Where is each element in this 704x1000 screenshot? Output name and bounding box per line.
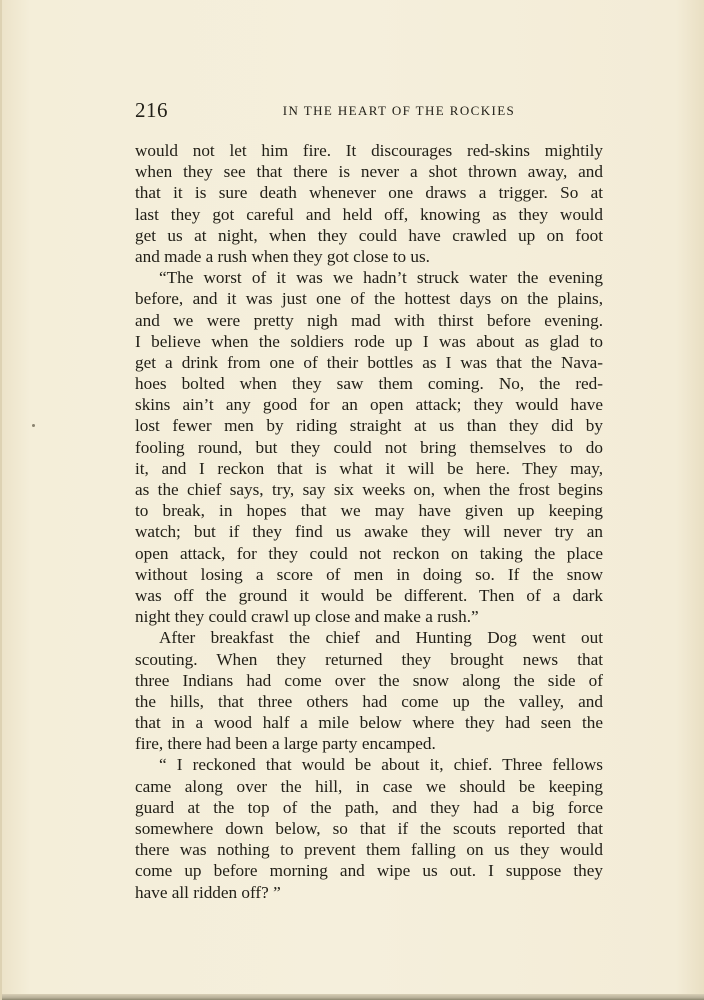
page-header — [135, 98, 603, 124]
text-line: it, and I reckon that is what it will be here. They may, — [135, 458, 603, 478]
text-line: hoes bolted when they saw them coming. No, the red- — [135, 374, 603, 394]
text-line: that it is sure death whenever one draws a trigger. So at — [135, 183, 603, 203]
text-line: open attack, for they could not reckon on taking the place — [135, 543, 603, 563]
text-line: came along over the hill, in case we should be keeping — [135, 776, 603, 796]
text-line: skins ain’t any good for an open attack; they would have — [135, 395, 603, 415]
text-line: I believe when the soldiers rode up I was about as glad to — [135, 331, 603, 351]
text-line: “ I reckoned that would be about it, chief. Three fellows — [159, 755, 603, 775]
text-line: lost fewer men by riding straight at us than they did by — [135, 416, 603, 436]
text-line: somewhere down below, so that if the scouts reported that — [135, 819, 603, 838]
text-line: fire, there had been a large party encamped. — [135, 734, 436, 754]
text-line: three Indians had come over the snow along the side of — [135, 670, 603, 690]
text-line: watch; but if they find us awake they will never try an — [135, 522, 603, 542]
text-line: without losing a score of men in doing so. If the snow — [135, 564, 603, 584]
page-number: 216 — [135, 98, 168, 122]
text-line: as the chief says, try, say six weeks on, when the frost begins — [135, 480, 603, 499]
text-line: get a drink from one of their bottles as I was that the Nava- — [135, 352, 603, 372]
text-line: come up before morning and wipe us out. I suppose they — [135, 861, 603, 881]
text-line: After breakfast the chief and Hunting Dog went out — [159, 628, 603, 648]
text-line: guard at the top of the path, and they had a big force — [135, 797, 603, 817]
body-text — [135, 140, 603, 903]
text-line: night they could crawl up close and make a rush.” — [135, 607, 479, 627]
text-line: scouting. When they returned they brought news that — [135, 649, 603, 669]
page-bottom-edge — [2, 994, 704, 1000]
text-line: “The worst of it was we hadn’t struck water the evening — [159, 268, 603, 288]
text-line: the hills, that three others had come up the valley, and — [135, 691, 603, 711]
text-line: when they see that there is never a shot thrown away, and — [135, 162, 603, 182]
paper-speck — [32, 424, 35, 427]
text-line: and we were pretty nigh mad with thirst before evening. — [135, 310, 603, 330]
text-line: that in a wood half a mile below where they had seen the — [135, 713, 603, 733]
text-line: have all ridden off? ” — [135, 882, 281, 902]
text-line: fooling round, but they could not bring themselves to do — [135, 437, 603, 457]
text-line: last they got careful and held off, knowing as they would — [135, 204, 603, 224]
text-line: was off the ground it would be different. Then of a dark — [135, 585, 603, 605]
text-line: before, and it was just one of the hottest days on the plains, — [135, 289, 603, 309]
text-line: to break, in hopes that we may have given up keeping — [135, 501, 603, 521]
running-title: IN THE HEART OF THE ROCKIES — [282, 103, 516, 118]
text-line: there was nothing to prevent them falling on us they would — [135, 840, 603, 860]
text-line: and made a rush when they got close to us. — [135, 246, 430, 266]
text-line: get us at night, when they could have crawled up on foot — [135, 225, 603, 245]
text-line: would not let him fire. It discourages red-skins mightily — [135, 141, 603, 160]
